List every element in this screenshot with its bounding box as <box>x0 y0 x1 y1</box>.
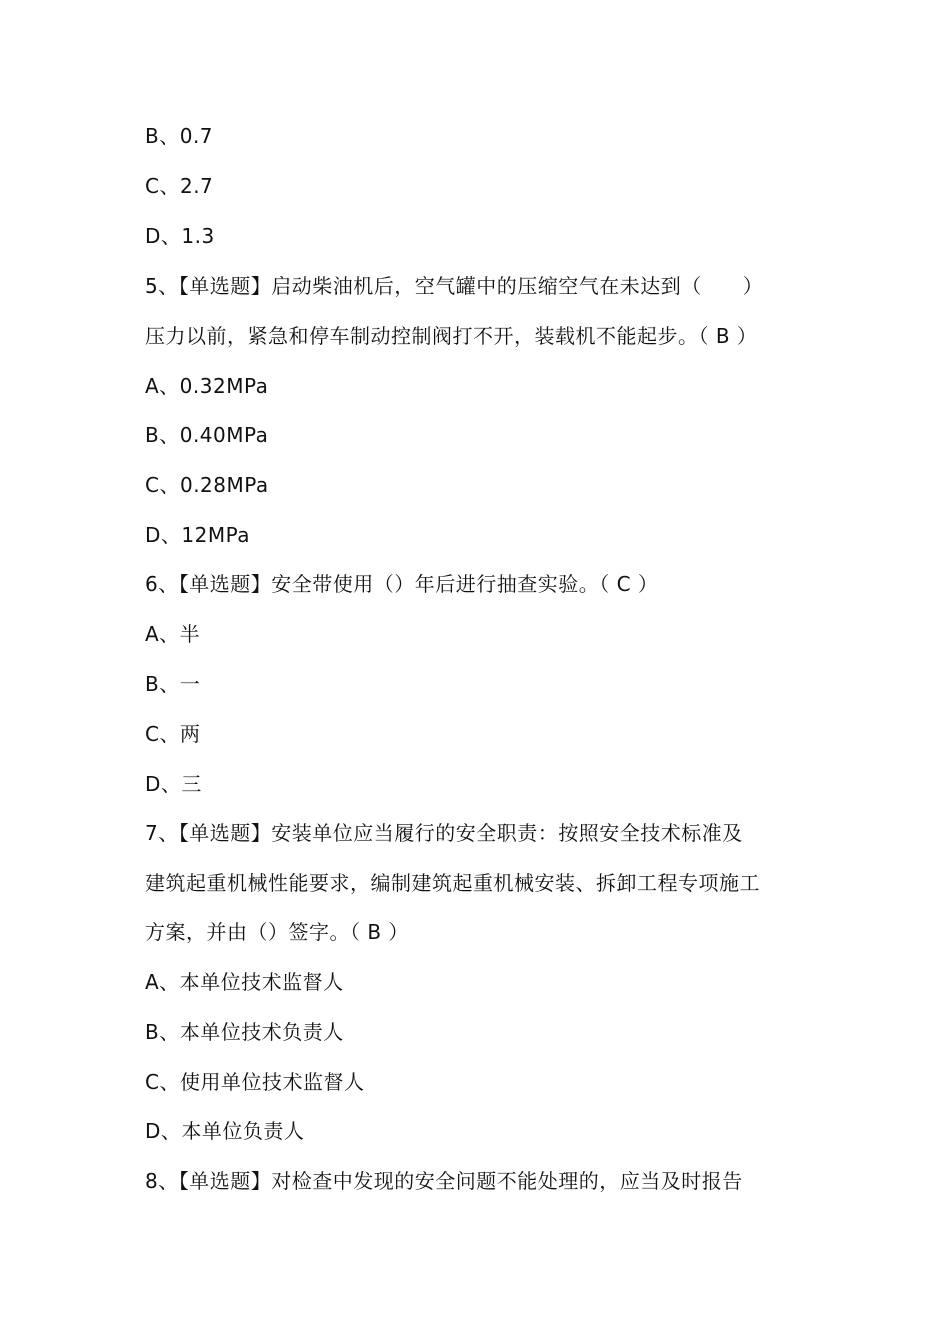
question-7-line-2: 建筑起重机械性能要求，编制建筑起重机械安装、拆卸工程专项施工 <box>145 871 760 895</box>
option-b: B、本单位技术负责人 <box>145 1020 344 1044</box>
question-7-line-3: 方案，并由（）签字。（ B ） <box>145 920 409 944</box>
option-c: C、使用单位技术监督人 <box>145 1070 365 1094</box>
option-a: A、半 <box>145 622 201 646</box>
option-d: D、本单位负责人 <box>145 1119 305 1143</box>
question-5-line-2: 压力以前，紧急和停车制动控制阀打不开，装载机不能起步。（ B ） <box>145 324 758 348</box>
option-a: A、本单位技术监督人 <box>145 970 344 994</box>
question-8-line-1: 8、【单选题】对检查中发现的安全问题不能处理的，应当及时报告 <box>145 1169 743 1193</box>
option-c: C、0.28MPa <box>145 473 269 497</box>
option-d: D、12MPa <box>145 523 251 547</box>
option-b: B、一 <box>145 672 201 696</box>
option-b: B、0.40MPa <box>145 423 269 447</box>
question-6: 6、【单选题】安全带使用（）年后进行抽查实验。（ C ） <box>145 572 659 596</box>
option-c: C、两 <box>145 722 201 746</box>
option-d: D、三 <box>145 772 202 796</box>
option-a: A、0.32MPa <box>145 374 269 398</box>
question-5-line-1: 5、【单选题】启动柴油机后，空气罐中的压缩空气在未达到（ ） <box>145 274 764 298</box>
option-d: D、1.3 <box>145 224 215 248</box>
option-c: C、2.7 <box>145 174 214 198</box>
question-7-line-1: 7、【单选题】安装单位应当履行的安全职责：按照安全技术标准及 <box>145 821 743 845</box>
option-b: B、0.7 <box>145 124 214 148</box>
